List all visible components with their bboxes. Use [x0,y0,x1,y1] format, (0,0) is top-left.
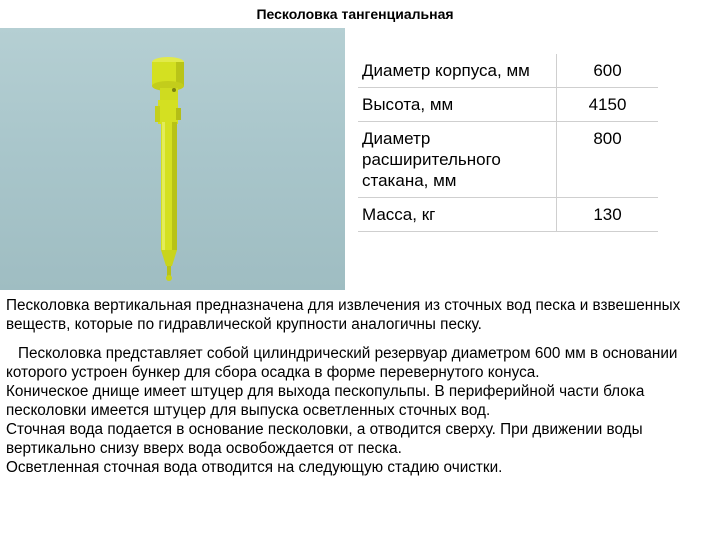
description-text [6,296,714,477]
sand-trap-render [0,28,345,290]
paragraph: Осветленная сточная вода отводится на следующую стадию очистки. [6,459,503,476]
paragraph: Песколовка вертикальная предназначена для извлечения из сточных вод песка и взвешенных веществ, которые по гидравлической крупности аналогичны песку. [6,297,681,333]
paragraph: Песколовка представляет собой цилиндрический резервуар диаметром 600 мм в основании которого устроен бункер для сбора осадка в форме перевернутого конуса. [6,345,678,381]
spec-label: Диаметр расширительного стакана, мм [362,129,501,190]
table-row [358,122,658,198]
table-row [358,54,658,88]
spec-label: Высота, мм [362,95,454,114]
spec-value: 4150 [557,88,659,122]
table-row [358,88,658,122]
table-row [358,198,658,232]
spec-value: 600 [557,54,659,88]
spec-value: 800 [557,122,659,198]
spec-value: 130 [557,198,659,232]
paragraph: Сточная вода подается в основание песколовки, а отводится сверху. При движении воды вертикально снизу вверх вода освобождается от песка. [6,421,643,457]
spec-label: Диаметр корпуса, мм [362,61,530,80]
spec-label: Масса, кг [362,205,436,224]
sand-trap-model-icon [0,28,345,290]
page-title: Песколовка тангенциальная [256,6,454,22]
paragraph: Коническое днище имеет штуцер для выхода пескопульпы. В периферийной части блока песколовки имеется штуцер для выпуска осветленных сточных вод. [6,383,645,419]
specs-table [358,54,658,232]
